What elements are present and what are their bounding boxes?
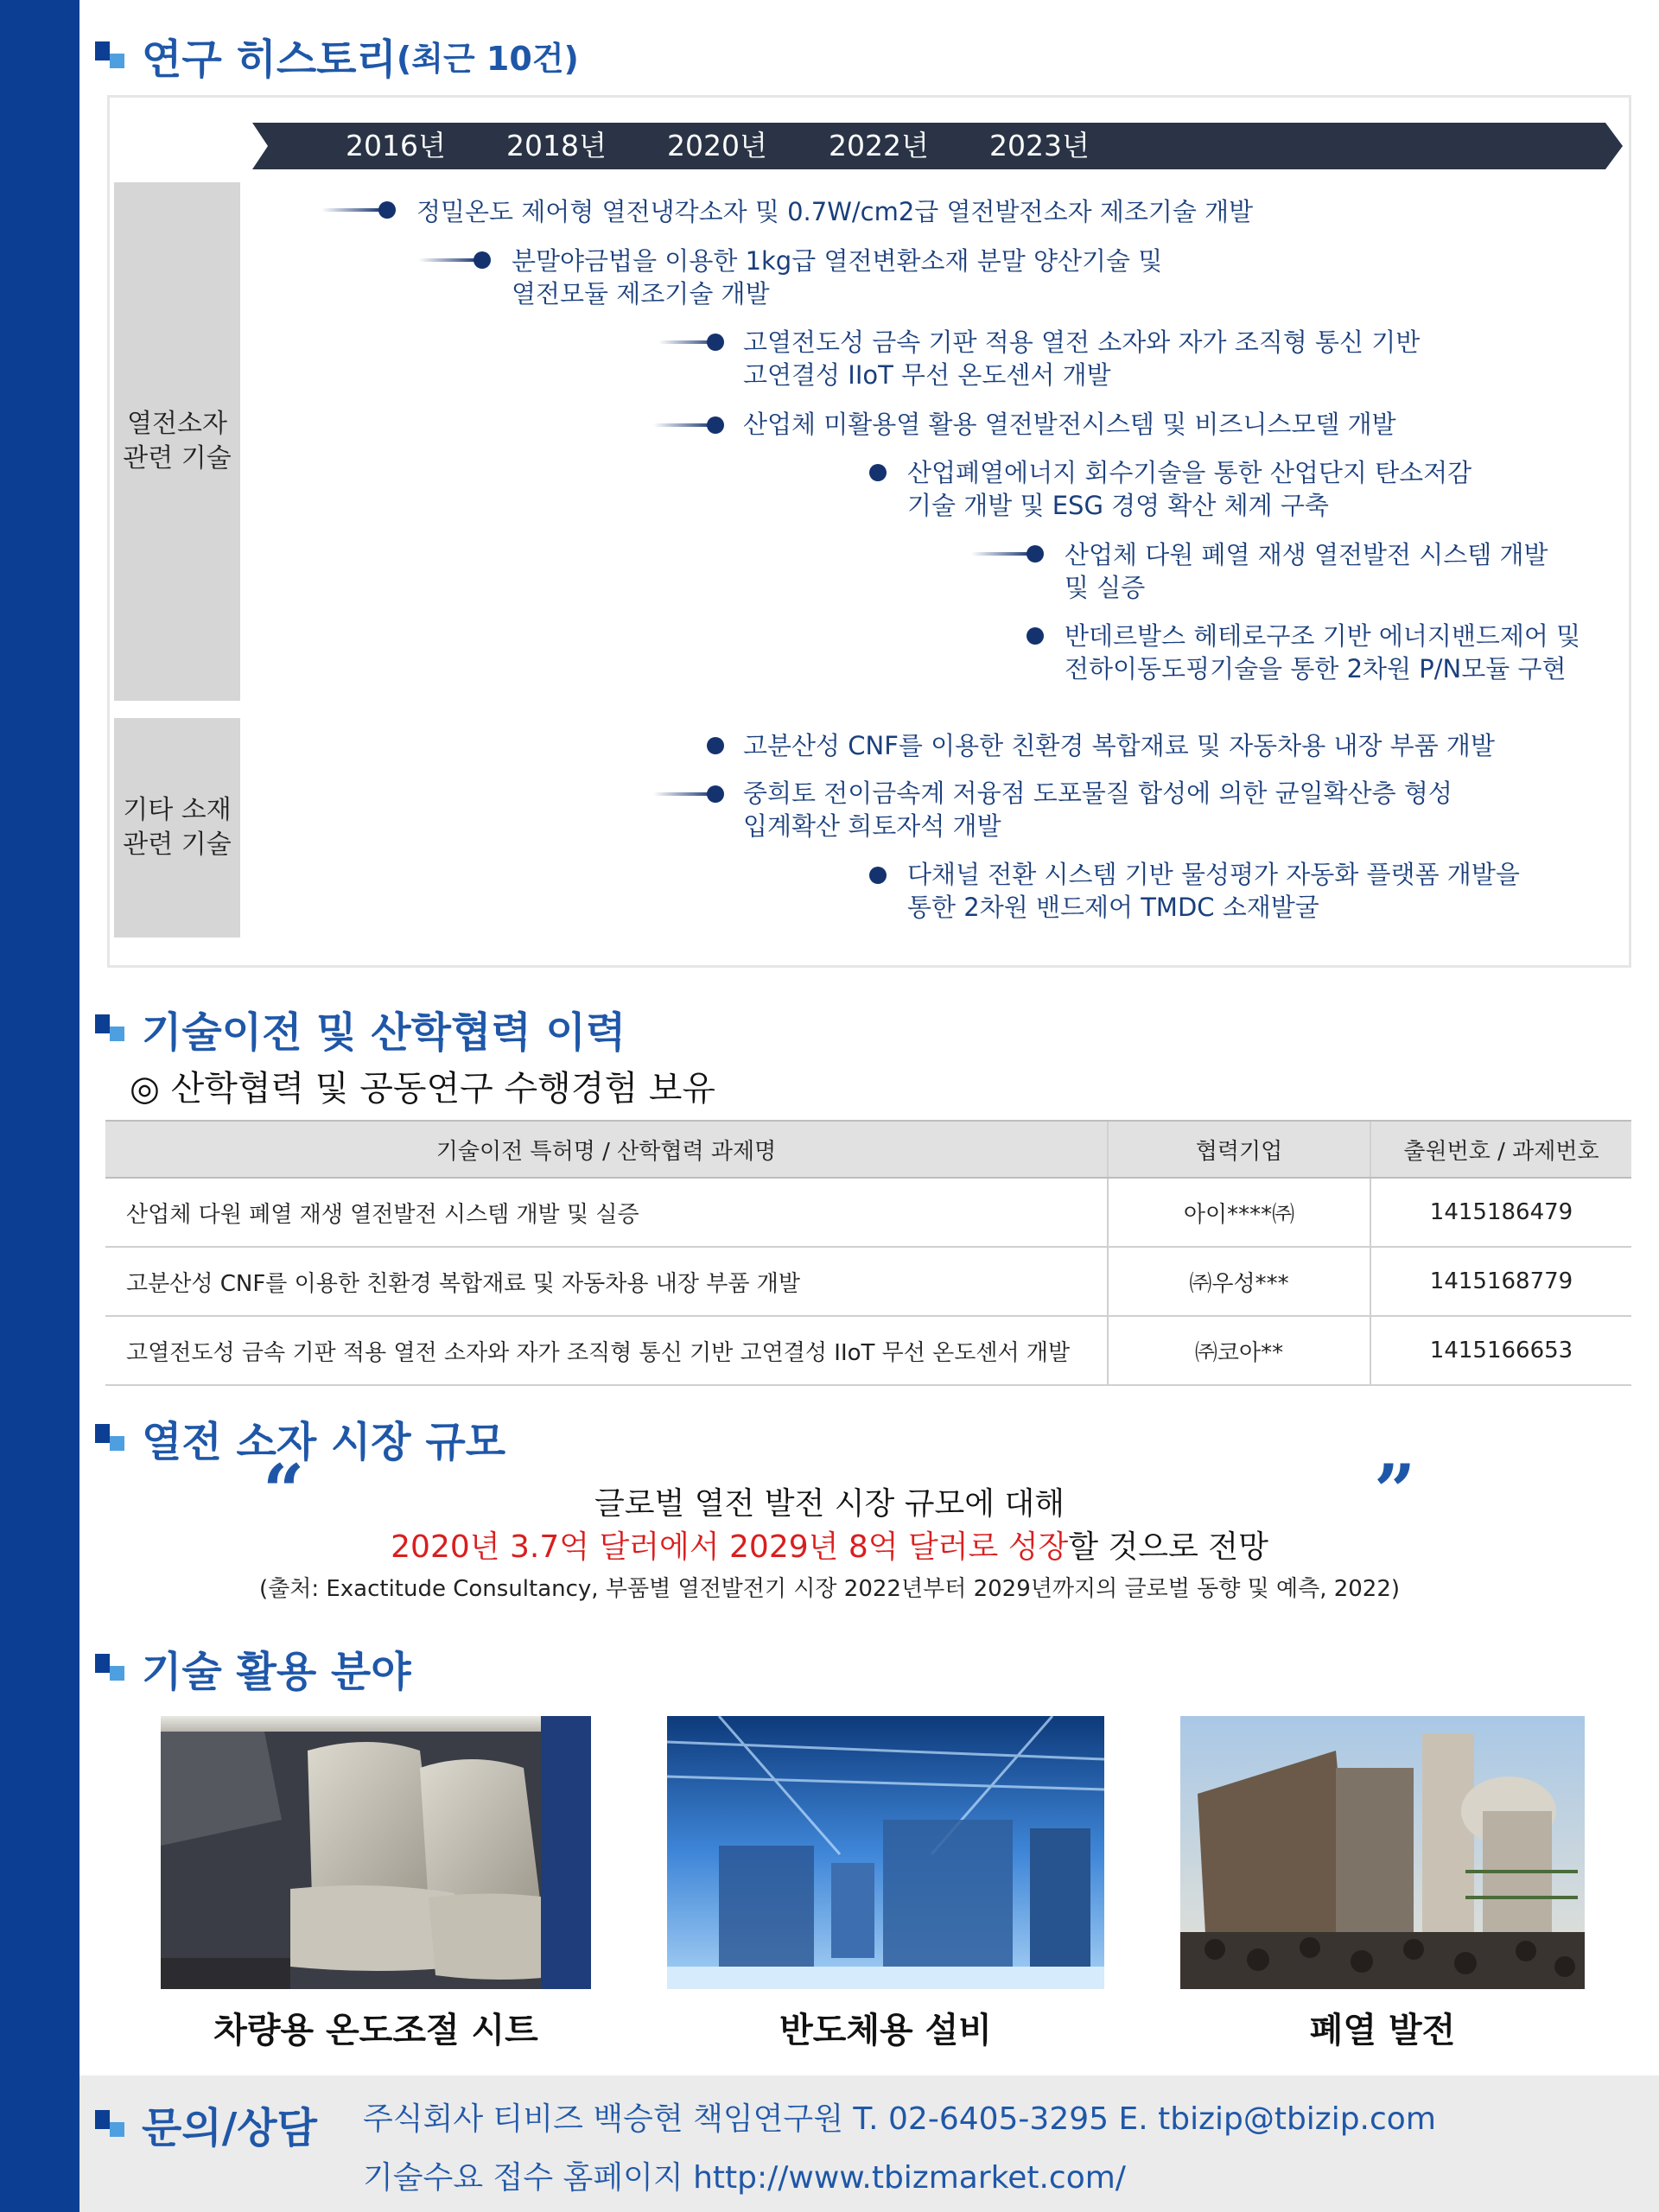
semiconductor-fab-photo — [667, 1716, 1104, 1989]
number-cell: 1415168779 — [1370, 1247, 1631, 1316]
history-item: 고분산성 CNF를 이용한 친환경 복합재료 및 자동차용 내장 부품 개발 — [743, 731, 1495, 760]
application-caption: 차량용 온도조절 시트 — [213, 2011, 538, 2050]
contact-title: 문의/상담 — [142, 2104, 318, 2152]
number-cell: 1415186479 — [1370, 1178, 1631, 1247]
history-item: 산업폐열에너지 회수기술을 통한 산업단지 탄소저감 기술 개발 및 ESG 경영 확산 체계 구축 — [907, 458, 1472, 520]
category-label: 열전소자 관련 기술 — [123, 409, 232, 474]
contact-info-line: 주식회사 티비즈 백승현 책임연구원 T. 02-6405-3295 E. tbizip@tbizip.com — [363, 2101, 1436, 2137]
table-row — [105, 1178, 1631, 1247]
history-title: 연구 히스토리 — [142, 35, 397, 84]
history-item: 정밀온도 제어형 열전냉각소자 및 0.7W/cm2급 열전발전소자 제조기술 개발 — [416, 197, 1254, 226]
history-item: 분말야금법을 이용한 1kg급 열전변환소재 분말 양산기술 및 열전모듈 제조기술 개발 — [512, 246, 1163, 308]
table-header-row — [105, 1121, 1631, 1178]
transfer-title: 기술이전 및 산학협력 이력 — [142, 1008, 626, 1057]
section-bullet-icon — [95, 1654, 128, 1683]
timeline-dot — [869, 867, 887, 884]
timeline-dot — [869, 464, 887, 481]
partner-cell: 아이****㈜ — [1108, 1178, 1370, 1247]
section-bullet-icon — [95, 2110, 128, 2139]
history-item: 반데르발스 헤테로구조 기반 에너지밴드제어 및 전하이동도핑기술을 통한 2차원 P/N모듈 구현 — [1065, 621, 1581, 683]
table-row — [105, 1247, 1631, 1316]
partner-cell: ㈜우성*** — [1108, 1247, 1370, 1316]
history-title-note: (최근 10건) — [396, 40, 579, 78]
year-label: 2018년 — [506, 129, 607, 162]
section-bullet-icon — [95, 1014, 128, 1044]
left-accent-bar — [0, 0, 79, 2212]
number-cell: 1415166653 — [1370, 1316, 1631, 1385]
transfer-section-title — [95, 999, 626, 1058]
year-label: 2016년 — [346, 129, 446, 162]
category-label: 기타 소재 관련 기술 — [123, 795, 232, 860]
timeline-dot — [474, 251, 491, 269]
section-bullet-icon — [95, 41, 128, 71]
partner-cell: ㈜코아** — [1108, 1316, 1370, 1385]
timeline-dot — [707, 334, 724, 351]
year-label: 2022년 — [829, 129, 929, 162]
timeline-dot — [707, 416, 724, 434]
timeline-connector — [418, 258, 480, 262]
table-row — [105, 1316, 1631, 1385]
timeline-dot — [1027, 627, 1044, 645]
category-thermoelectric — [114, 182, 240, 701]
project-name-cell: 고분산성 CNF를 이용한 친환경 복합재료 및 자동차용 내장 부품 개발 — [105, 1247, 1108, 1316]
project-name-cell: 산업체 다원 폐열 재생 열전발전 시스템 개발 및 실증 — [105, 1178, 1108, 1247]
car-seat-photo — [161, 1716, 591, 1989]
timeline-dot — [707, 785, 724, 803]
history-item: 산업체 다원 폐열 재생 열전발전 시스템 개발 및 실증 — [1065, 540, 1548, 602]
cooperation-table — [105, 1120, 1631, 1386]
applications-section-title — [95, 1638, 411, 1698]
year-label: 2023년 — [989, 129, 1090, 162]
history-section-title — [95, 26, 579, 86]
history-item: 산업체 미활용열 활용 열전발전시스템 및 비즈니스모델 개발 — [743, 410, 1396, 439]
transfer-subtitle: ◎ 산학협력 및 공동연구 수행경험 보유 — [130, 1069, 716, 1109]
column-header: 기술이전 특허명 / 산학협력 과제명 — [105, 1121, 1108, 1178]
timeline-dot — [1027, 545, 1044, 563]
timeline-dot — [378, 201, 396, 219]
year-label: 2020년 — [667, 129, 767, 162]
market-highlight: 2020년 3.7억 달러에서 2029년 8억 달러로 성장 — [391, 1529, 1069, 1565]
timeline-connector — [321, 208, 384, 212]
application-caption: 반도체용 설비 — [779, 2011, 992, 2050]
column-header: 출원번호 / 과제번호 — [1370, 1121, 1631, 1178]
market-statement-line1: 글로벌 열전 발전 시장 규모에 대해 — [594, 1486, 1065, 1522]
open-quote-icon: “ — [263, 1448, 305, 1534]
timeline-arrow-bar — [252, 123, 1623, 169]
waste-heat-plant-photo — [1180, 1716, 1585, 1989]
column-header: 협력기업 — [1108, 1121, 1370, 1178]
timeline-connector — [971, 552, 1033, 556]
market-source: (출처: Exactitude Consultancy, 부품별 열전발전기 시장 2022년부터 2029년까지의 글로벌 동향 및 예측, 2022) — [258, 1576, 1401, 1602]
contact-homepage-line: 기술수요 접수 홈페이지 http://www.tbizmarket.com/ — [363, 2160, 1126, 2196]
market-statement-line2 — [0, 1522, 1659, 1567]
application-caption: 폐열 발전 — [1309, 2011, 1456, 2050]
market-statement-rest: 할 것으로 전망 — [1068, 1529, 1268, 1565]
section-bullet-icon — [95, 1424, 128, 1453]
contact-section-title — [95, 2094, 317, 2154]
history-item: 다채널 전환 시스템 기반 물성평가 자동화 플랫폼 개발을 통한 2차원 밴드제어 TMDC 소재발굴 — [907, 860, 1520, 922]
applications-title: 기술 활용 분야 — [142, 1648, 411, 1696]
timeline-dot — [707, 737, 724, 754]
project-name-cell: 고열전도성 금속 기판 적용 열전 소자와 자가 조직형 통신 기반 고연결성 IIoT 무선 온도센서 개발 — [105, 1316, 1108, 1385]
category-other-materials — [114, 718, 240, 938]
history-item: 고열전도성 금속 기판 적용 열전 소자와 자가 조직형 통신 기반 고연결성 IIoT 무선 온도센서 개발 — [743, 327, 1421, 390]
market-title: 열전 소자 시장 규모 — [142, 1418, 506, 1466]
history-item: 중희토 전이금속계 저융점 도포물질 합성에 의한 균일확산층 형성 입계확산 희토자석 개발 — [743, 779, 1452, 841]
close-quote-icon: ” — [1374, 1448, 1416, 1534]
